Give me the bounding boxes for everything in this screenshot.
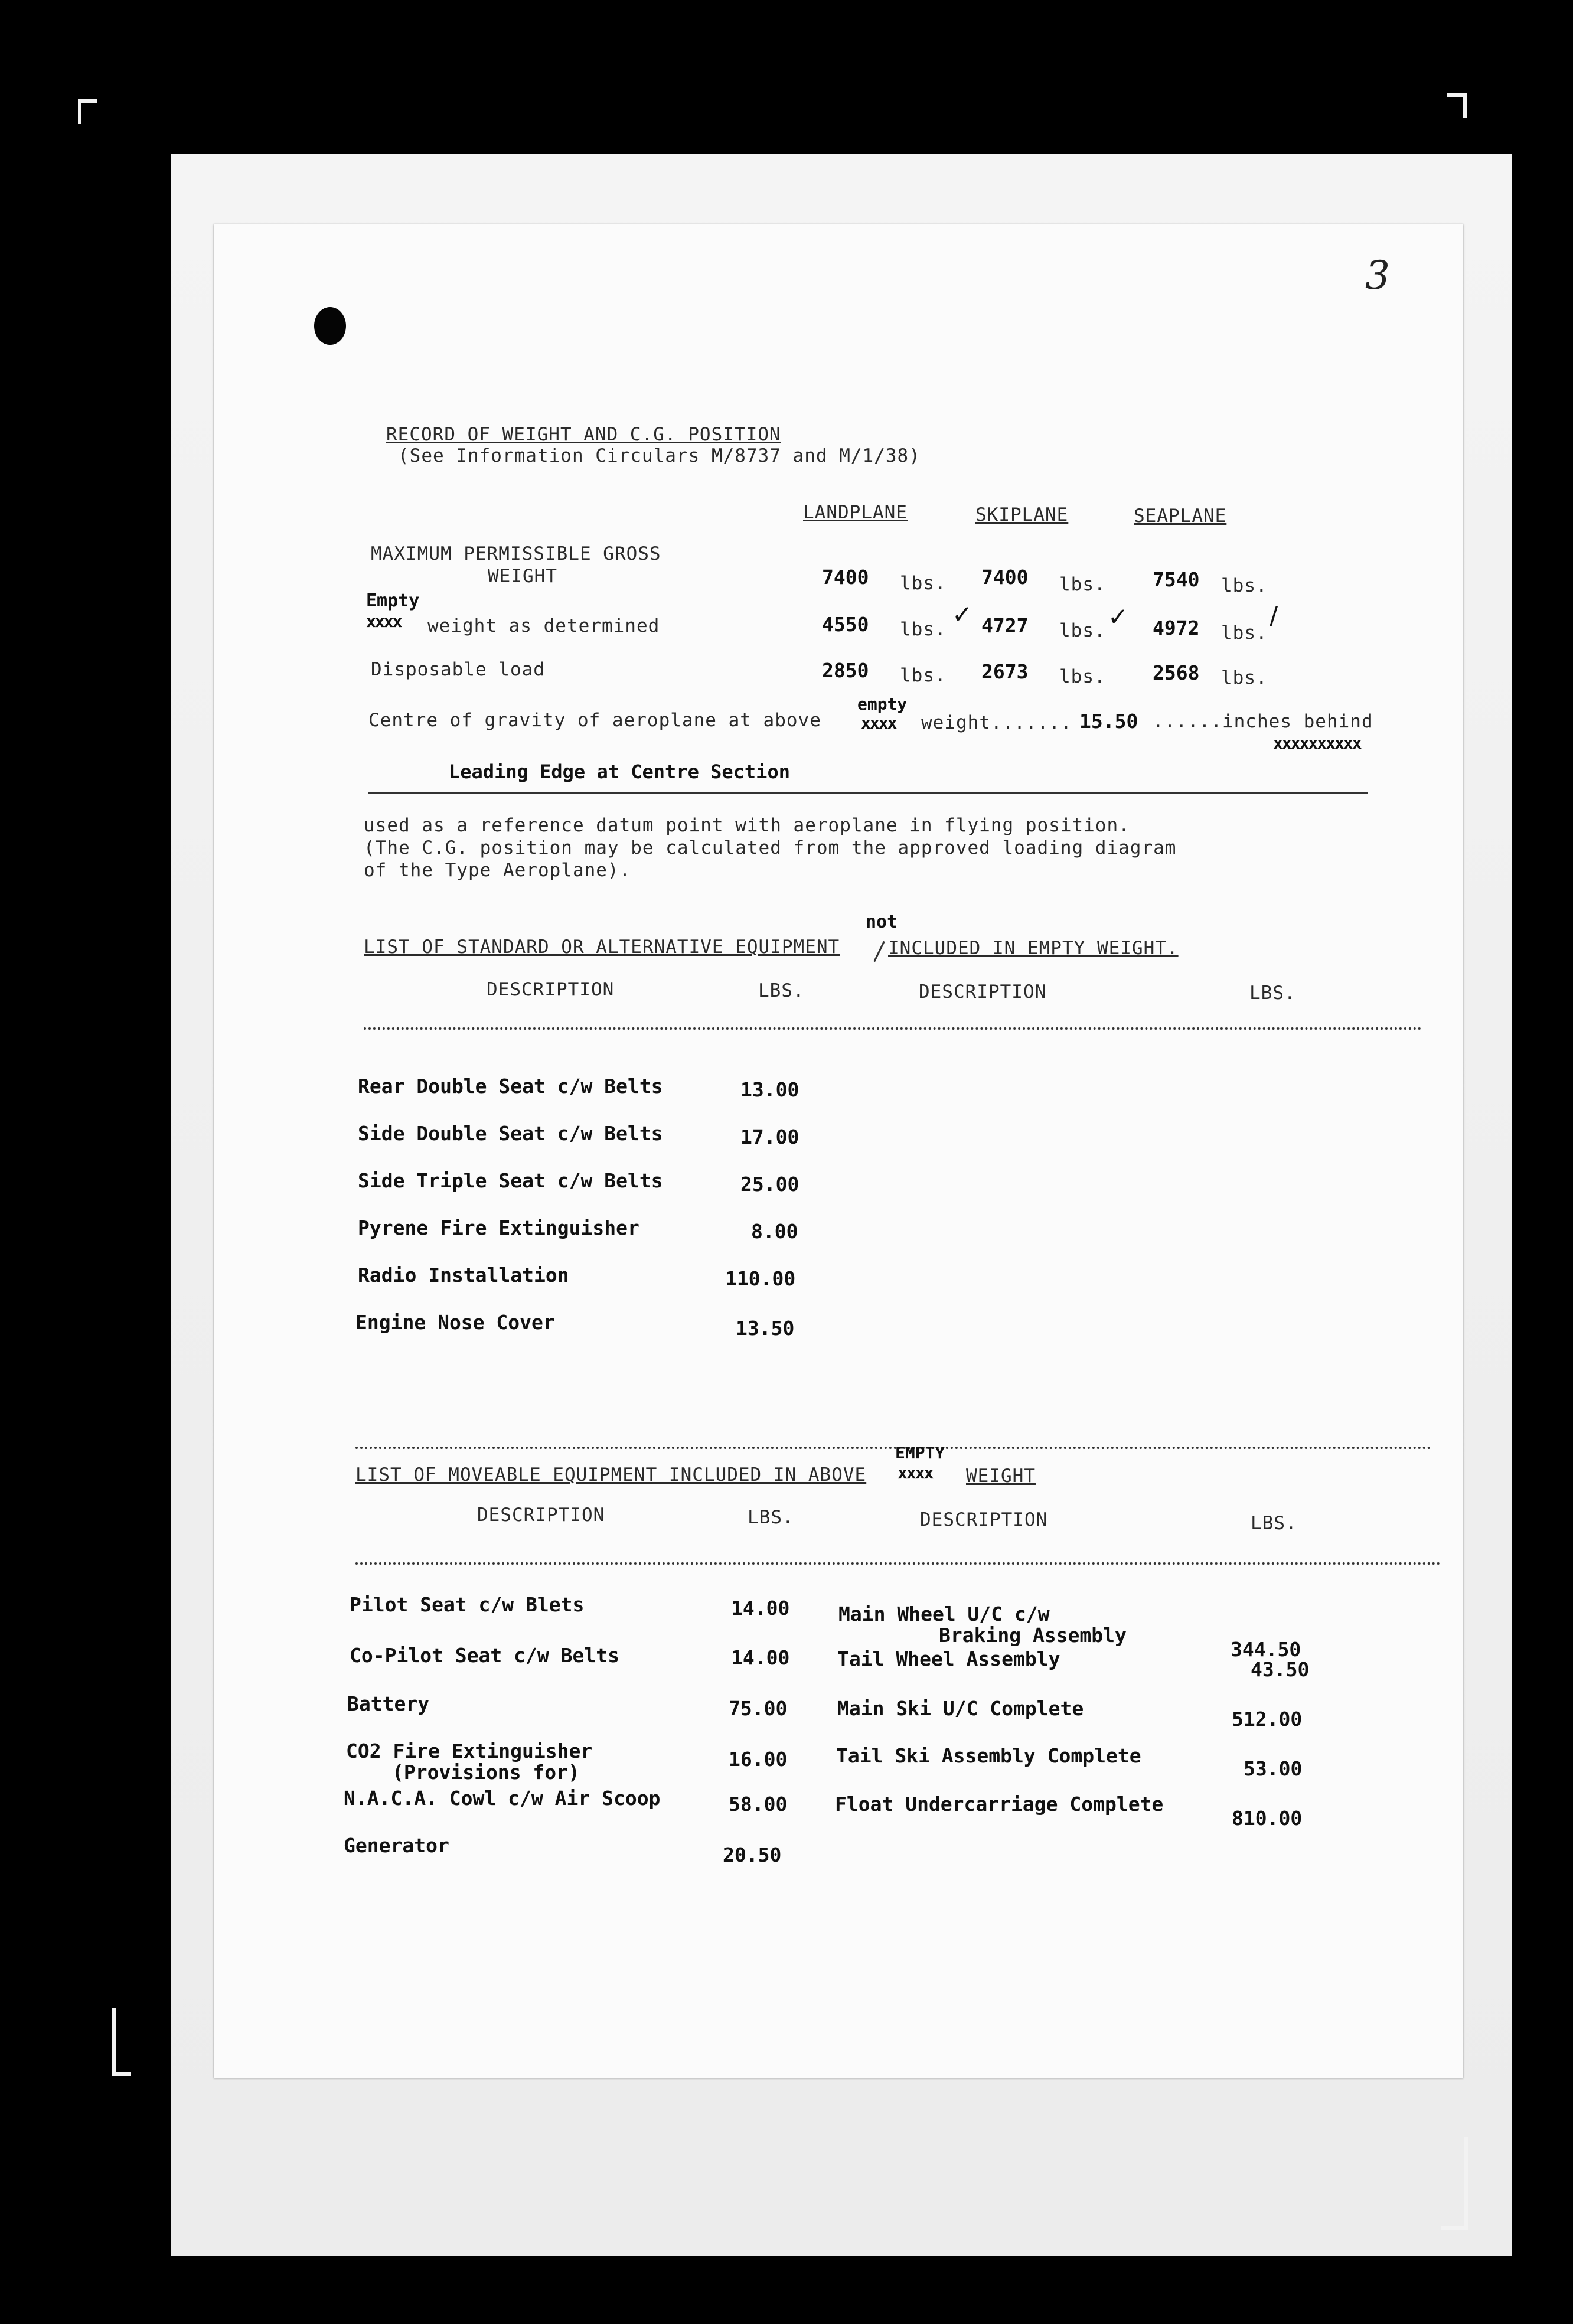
cg-prefix: Centre of gravity of aeroplane at above [368, 710, 821, 731]
list-item: Tail Wheel Assembly [837, 1647, 1060, 1670]
header-rule [355, 1562, 1441, 1565]
unit: lbs. [1059, 574, 1106, 595]
struck-text: xxxx [898, 1463, 933, 1483]
header-lbs: LBS. [748, 1507, 794, 1528]
max-gross-label-2: WEIGHT [488, 566, 557, 587]
max-gross-label: MAXIMUM PERMISSIBLE GROSS [371, 543, 661, 564]
list-item-lbs: 43.50 [1251, 1658, 1310, 1681]
list-item: Pyrene Fire Extinguisher [358, 1216, 639, 1239]
empty-seaplane: 4972 [1153, 616, 1200, 639]
list-item-lbs: 14.00 [731, 1646, 790, 1669]
list-item: Pilot Seat c/w Blets [350, 1593, 585, 1616]
cg-note-2: (The C.G. position may be calculated from the approved loading diagram [364, 837, 1177, 859]
list-item-lbs: 14.00 [731, 1597, 790, 1620]
standard-equipment-title: LIST OF STANDARD OR ALTERNATIVE EQUIPMENT [364, 936, 840, 958]
datum-text: Leading Edge at Centre Section [449, 760, 790, 783]
unit: lbs. [900, 573, 947, 594]
disposable-seaplane: 2568 [1153, 661, 1200, 684]
crop-mark-top-right [1447, 93, 1467, 118]
disposable-skiplane: 2673 [981, 660, 1029, 683]
moveable-equipment-title: LIST OF MOVEABLE EQUIPMENT INCLUDED IN ABOVE [355, 1464, 867, 1486]
unit: lbs. [1221, 667, 1268, 688]
cg-note-1: used as a reference datum point with aeroplane in flying position. [364, 815, 1130, 836]
ink-blot [314, 307, 346, 345]
struck-text: xxxx [861, 713, 896, 733]
list-item-lbs: 17.00 [740, 1125, 799, 1148]
record-title: RECORD OF WEIGHT AND C.G. POSITION [386, 424, 781, 445]
disposable-label: Disposable load [371, 659, 545, 680]
list-item-lbs: 75.00 [729, 1697, 788, 1720]
empty-insert: EMPTY [895, 1443, 945, 1463]
list-item: Battery [347, 1692, 430, 1715]
list-item-lbs: 16.00 [729, 1748, 788, 1771]
list-item-lbs: 512.00 [1232, 1708, 1303, 1731]
crop-mark-top-left [78, 99, 97, 124]
cg-after: ......inches behind [1153, 711, 1373, 732]
unit: lbs. [900, 619, 947, 640]
list-item: Engine Nose Cover [355, 1311, 555, 1334]
max-gross-seaplane: 7540 [1153, 568, 1200, 591]
not-insert: not [866, 912, 898, 932]
empty-landplane: 4550 [822, 613, 869, 636]
header-description: DESCRIPTION [919, 981, 1047, 1003]
check-mark: ✓ [1108, 602, 1129, 631]
header-lbs: LBS. [758, 980, 805, 1001]
list-item-lbs: 8.00 [751, 1220, 798, 1243]
list-item-lbs: 110.00 [725, 1267, 796, 1290]
list-item: Float Undercarriage Complete [835, 1793, 1164, 1816]
cg-note-3: of the Type Aeroplane). [364, 860, 631, 881]
list-item: Tail Ski Assembly Complete [836, 1744, 1141, 1767]
crop-mark-bottom-right [1441, 2137, 1468, 2230]
col-seaplane: SEAPLANE [1134, 505, 1227, 527]
document-page [214, 224, 1463, 2078]
header-rule [364, 1027, 1422, 1030]
list-item-lbs: 58.00 [729, 1793, 788, 1816]
header-description: DESCRIPTION [477, 1504, 605, 1526]
disposable-landplane: 2850 [822, 659, 869, 682]
list-item: Side Double Seat c/w Belts [358, 1122, 663, 1145]
list-item: Main Wheel U/C c/w [838, 1602, 1050, 1626]
datum-underline [368, 792, 1368, 794]
struck-text: xxxx [366, 612, 402, 631]
list-item-lbs: 20.50 [723, 1843, 782, 1866]
header-lbs: LBS. [1251, 1513, 1297, 1534]
cg-mid: weight....... [921, 712, 1072, 733]
cg-insert: empty [857, 694, 908, 714]
empty-skiplane: 4727 [981, 614, 1029, 637]
insert-caret [873, 941, 885, 962]
col-skiplane: SKIPLANE [975, 504, 1069, 525]
check-mark: ✓ [952, 600, 973, 629]
check-mark: / [1270, 601, 1278, 630]
list-item-lbs: 53.00 [1244, 1757, 1303, 1780]
list-item: Main Ski U/C Complete [837, 1697, 1084, 1720]
unit: lbs. [1221, 575, 1268, 596]
unit: lbs. [1059, 666, 1106, 687]
unit: lbs. [1221, 622, 1268, 644]
standard-equipment-title-end: INCLUDED IN EMPTY WEIGHT. [888, 938, 1179, 959]
list-item: Side Triple Seat c/w Belts [358, 1169, 663, 1192]
list-item-lbs: 25.00 [740, 1173, 799, 1196]
unit: lbs. [900, 665, 947, 686]
list-item-lbs: 810.00 [1232, 1807, 1303, 1830]
list-item-lbs: 13.50 [736, 1317, 795, 1340]
cg-value: 15.50 [1079, 710, 1138, 733]
list-item: Radio Installation [358, 1264, 569, 1287]
empty-insert: Empty [366, 590, 420, 611]
section-rule [355, 1447, 1431, 1449]
struck-text: xxxxxxxxxx [1273, 733, 1361, 753]
crop-mark-bottom-left [112, 2008, 131, 2076]
max-gross-skiplane: 7400 [981, 566, 1029, 589]
list-item: Rear Double Seat c/w Belts [358, 1075, 663, 1098]
list-item: Generator [344, 1834, 449, 1857]
list-item: Co-Pilot Seat c/w Belts [350, 1644, 619, 1667]
list-item-sub: Braking Assembly [939, 1624, 1127, 1647]
empty-weight-label: weight as determined [427, 615, 660, 637]
header-description: DESCRIPTION [920, 1509, 1048, 1530]
max-gross-landplane: 7400 [822, 566, 869, 589]
list-item-lbs: 13.00 [740, 1078, 799, 1101]
page-number: 3 [1365, 253, 1390, 298]
moveable-equipment-title-end: WEIGHT [966, 1465, 1036, 1487]
list-item-lbs: 344.50 [1231, 1638, 1301, 1661]
header-description: DESCRIPTION [487, 979, 615, 1000]
list-item: CO2 Fire Extinguisher [346, 1739, 593, 1762]
col-landplane: LANDPLANE [803, 502, 908, 523]
record-subtitle: (See Information Circulars M/8737 and M/1/38) [398, 445, 921, 466]
header-lbs: LBS. [1249, 983, 1296, 1004]
list-item: N.A.C.A. Cowl c/w Air Scoop [344, 1787, 661, 1810]
unit: lbs. [1059, 620, 1106, 641]
list-item-sub: (Provisions for) [392, 1761, 580, 1784]
